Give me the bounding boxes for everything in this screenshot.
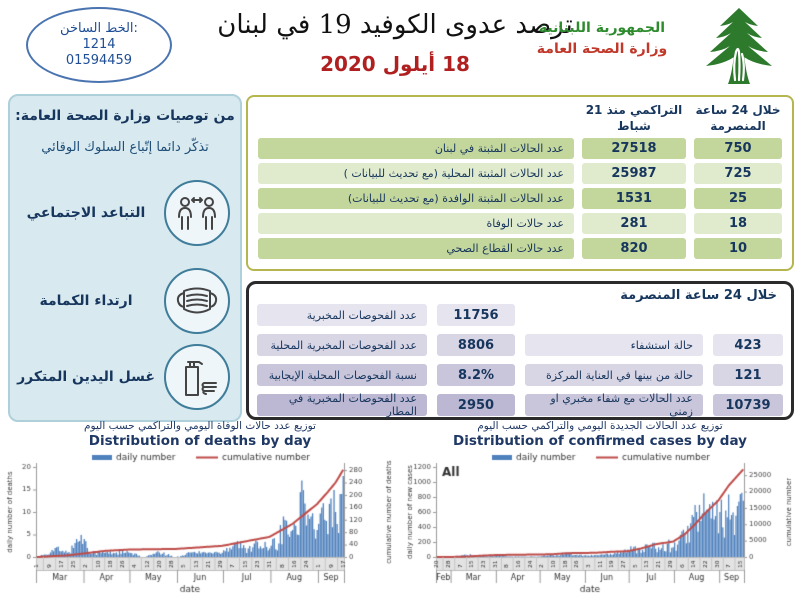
ministry-name	[512, 18, 692, 60]
social-distancing-icon	[164, 180, 230, 246]
deaths-chart-canvas	[2, 451, 396, 603]
sidebar-subtitle: تذكّر دائما إتّباع السلوك الوقائي	[41, 140, 209, 155]
page-title: ترصد عدوى الكوفيد 19 في لبنان	[217, 10, 573, 40]
panel-title: خلال 24 ساعة المنصرمة	[620, 288, 777, 303]
face-mask-icon	[164, 268, 230, 334]
cases-chart-title-en: Distribution of confirmed cases by day	[453, 433, 747, 449]
table-header-row	[258, 103, 782, 134]
stat-label: عدد الفحوصات المخبرية	[257, 304, 427, 326]
row-label: عدد حالات الوفاة	[258, 213, 574, 234]
deaths-chart-title-en: Distribution of deaths by day	[88, 433, 312, 449]
value-last24h: 10	[694, 238, 782, 259]
stat-label: عدد الحالات مع شفاء مخبري او زمني	[525, 394, 703, 416]
report-date: 18 أيلول 2020	[320, 52, 470, 76]
hand-washing-icon	[164, 344, 230, 410]
value-last24h: 18	[694, 213, 782, 234]
stat-value: 10739	[713, 394, 783, 416]
stat-row	[525, 334, 783, 356]
value-last24h: 725	[694, 163, 782, 184]
value-cumulative: 281	[582, 213, 686, 234]
table-row	[258, 238, 782, 259]
table-row	[258, 138, 782, 159]
value-last24h: 750	[694, 138, 782, 159]
table-row	[258, 163, 782, 184]
row-label: عدد الحالات المثبتة المحلية (مع تحديث للبيانات )	[258, 163, 574, 184]
stat-value: 2950	[437, 394, 515, 416]
advice-hand-washing	[16, 344, 230, 410]
value-cumulative: 1531	[582, 188, 686, 209]
stat-row	[257, 334, 515, 356]
hotline-title: الخط الساخن:	[60, 20, 138, 36]
stat-label: عدد الفحوصات المخبرية المحلية	[257, 334, 427, 356]
hotline-number-1: 1214	[82, 36, 116, 52]
stat-row	[257, 394, 515, 416]
stat-row	[257, 304, 515, 326]
ministry-line1: الجمهورية اللبنانية	[538, 20, 666, 36]
advice-label: ارتداء الكمامة	[39, 293, 133, 309]
stat-label: حالة استشفاء	[525, 334, 703, 356]
stat-value: 8806	[437, 334, 515, 356]
value-cumulative: 25987	[582, 163, 686, 184]
deaths-chart-title-ar: توزيع عدد حالات الوفاة اليومي والتراكمي حسب اليوم	[84, 420, 316, 432]
table-row	[258, 188, 782, 209]
row-label: عدد الحالات المثبتة في لبنان	[258, 138, 574, 159]
sidebar-title: من توصيات وزارة الصحة العامة:	[15, 108, 235, 124]
stat-label: نسبة الفحوصات المحلية الإيجابية	[257, 364, 427, 386]
col-header-cumulative: التراكمي منذ 21 شباط	[585, 103, 683, 133]
recommendations-sidebar	[8, 94, 242, 422]
advice-social-distancing	[16, 180, 230, 246]
value-last24h: 25	[694, 188, 782, 209]
cases-summary-table	[246, 95, 794, 271]
col-header-last24h: خلال 24 ساعة المنصرمة	[695, 103, 781, 133]
cases-chart-title-ar: توزيع عدد الحالات الجديدة اليومي والتراكمي حسب اليوم	[477, 420, 723, 432]
stat-row	[525, 364, 783, 386]
row-label: عدد الحالات المثبتة الوافدة (مع تحديث للبيانات)	[258, 188, 574, 209]
stat-value: 11756	[437, 304, 515, 326]
advice-face-mask	[16, 268, 230, 334]
ministry-line2: وزارة الصحة العامة	[536, 41, 668, 57]
last24h-stats-panel	[246, 281, 794, 420]
table-row	[258, 213, 782, 234]
stat-row	[525, 394, 783, 416]
advice-label: غسل اليدين المتكرر	[17, 369, 155, 385]
value-cumulative: 27518	[582, 138, 686, 159]
cases-chart-canvas	[402, 451, 796, 603]
deaths-chart	[2, 420, 398, 606]
stat-value: 121	[713, 364, 783, 386]
stat-label: حالة من بينها في العناية المركزة	[525, 364, 703, 386]
stat-label: عدد الفحوصات المخبرية في المطار	[257, 394, 427, 416]
stat-value: 423	[713, 334, 783, 356]
stat-value: 8.2%	[437, 364, 515, 386]
confirmed-cases-chart	[402, 420, 798, 606]
advice-label: التباعد الاجتماعي	[26, 205, 146, 221]
cedar-tree-logo-icon	[696, 4, 782, 88]
hotline-badge	[26, 7, 172, 83]
hotline-number-2: 01594459	[65, 53, 133, 69]
row-label: عدد حالات القطاع الصحي	[258, 238, 574, 259]
stat-row	[257, 364, 515, 386]
value-cumulative: 820	[582, 238, 686, 259]
